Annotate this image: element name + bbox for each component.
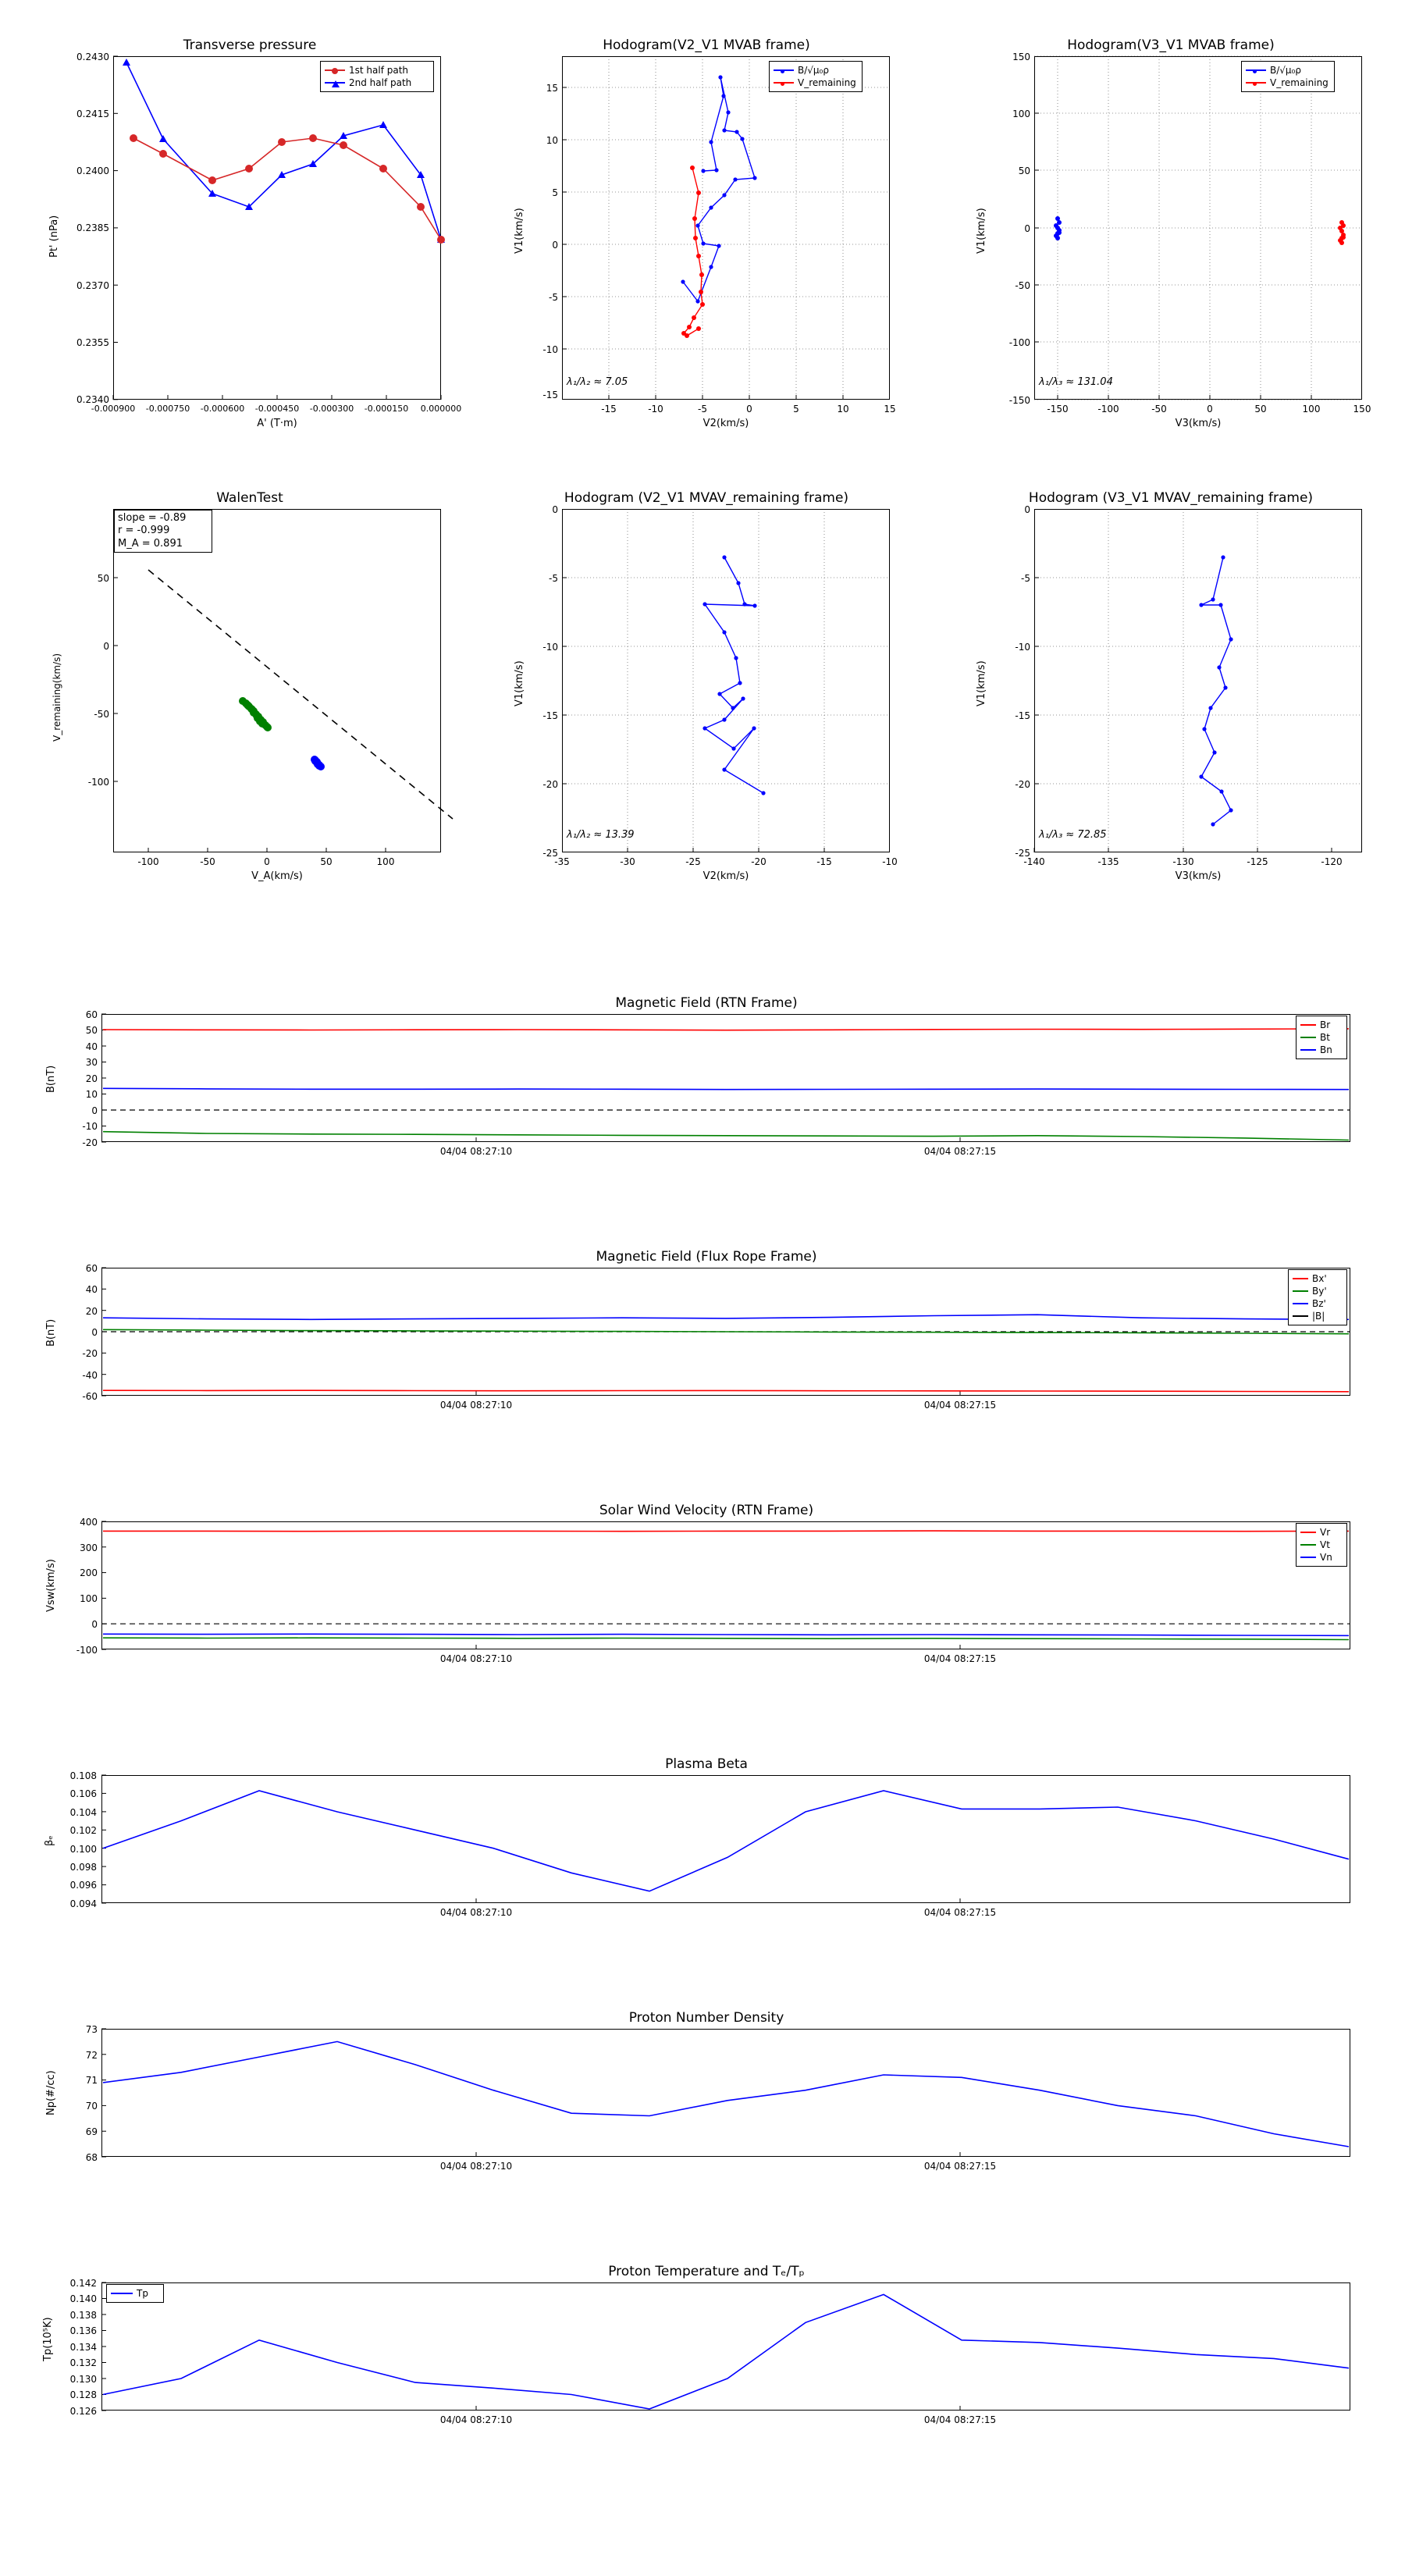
panel-title: Hodogram(V2_V1 MVAB frame)	[603, 37, 810, 53]
walen-stats-box	[114, 510, 212, 553]
y-tick: 0	[91, 1105, 98, 1116]
x-tick: -10	[648, 404, 663, 415]
y-tick: 68	[85, 2152, 98, 2163]
y-tick: 0.2400	[76, 165, 109, 176]
x-tick: -25	[685, 856, 701, 867]
y-tick: 100	[1012, 109, 1030, 119]
dot-marker-icon	[1253, 82, 1257, 86]
y-tick: 20	[85, 1306, 98, 1317]
legend-label: Br	[1320, 1019, 1331, 1030]
legend-item	[1300, 1031, 1343, 1044]
legend	[769, 61, 863, 92]
y-tick: 0	[91, 1619, 98, 1630]
panel-hodogram-v3v1-mvav	[960, 468, 1382, 890]
legend-item	[1293, 1310, 1343, 1322]
legend-line-1st	[325, 69, 345, 71]
y-tick: -25	[1015, 848, 1030, 859]
y-tick: -5	[549, 292, 558, 303]
y-tick: 0.130	[69, 2374, 97, 2385]
x-tick: -0.000600	[200, 404, 245, 414]
dot-marker-icon	[1253, 69, 1257, 73]
y-tick: -10	[82, 1121, 98, 1132]
y-tick: -20	[542, 779, 558, 790]
legend-line-by	[1293, 1290, 1308, 1292]
panel-mag-fluxrope	[31, 1249, 1382, 1429]
y-axis-label: V1(km/s)	[514, 208, 525, 254]
y-tick: 0.2430	[76, 52, 109, 62]
x-tick: -0.000300	[309, 404, 354, 414]
dot-marker-icon	[781, 82, 784, 86]
y-axis-label: Vsw(km/s)	[45, 1559, 57, 1612]
legend-label: 1st half path	[349, 65, 409, 76]
panel-title: Transverse pressure	[183, 37, 317, 53]
legend-line-vn	[1300, 1557, 1316, 1558]
legend-label: Bt	[1320, 1032, 1330, 1043]
dot-marker-icon	[781, 69, 784, 73]
y-axis-label: V1(km/s)	[514, 660, 525, 706]
y-axis-label: βₑ	[44, 1835, 55, 1846]
x-axis-label: A' (T·m)	[257, 418, 297, 429]
plot-svg	[31, 1503, 1382, 1682]
panel-hodogram-v2v1-mvab	[500, 16, 913, 437]
walen-slope: slope = -0.89	[118, 512, 187, 524]
legend-item	[1300, 1539, 1343, 1551]
legend-line-v	[774, 82, 794, 84]
legend-item	[1293, 1272, 1343, 1285]
y-tick: 100	[80, 1593, 98, 1604]
panel-walen-test	[31, 468, 468, 890]
legend-line-bn	[1300, 1049, 1316, 1051]
y-tick: 60	[85, 1263, 98, 1274]
y-tick: 0.098	[69, 1862, 97, 1873]
legend-label: By'	[1312, 1286, 1327, 1297]
y-tick: 0.100	[69, 1844, 97, 1855]
y-tick: 70	[85, 2101, 98, 2112]
x-tick: -130	[1172, 856, 1194, 867]
eigenvalue-ratio-annotation: λ₁/λ₂ ≈ 7.05	[567, 376, 628, 388]
legend-item	[1293, 1285, 1343, 1297]
y-tick: 0.102	[69, 1825, 97, 1836]
panel-title: Solar Wind Velocity (RTN Frame)	[599, 1503, 814, 1518]
y-tick: 0.134	[69, 2342, 97, 2353]
legend-line-br	[1300, 1024, 1316, 1026]
y-tick: 69	[85, 2126, 98, 2137]
y-tick: 5	[552, 187, 558, 198]
plot-svg	[31, 2010, 1382, 2190]
panel-title: Hodogram (V2_V1 MVAV_remaining frame)	[564, 490, 849, 506]
legend-item	[1246, 76, 1330, 89]
y-tick: 0	[1024, 504, 1030, 515]
y-tick: -50	[94, 709, 109, 720]
legend-item	[325, 76, 429, 89]
x-tick: -30	[620, 856, 635, 867]
plot-svg	[500, 468, 913, 890]
y-tick: 10	[85, 1089, 98, 1100]
y-tick: 0.140	[69, 2293, 97, 2304]
x-tick: -10	[882, 856, 898, 867]
y-axis-label: Pt' (nPa)	[48, 215, 60, 258]
y-tick: 400	[80, 1517, 98, 1528]
x-tick: 04/04 08:27:10	[439, 2161, 513, 2172]
legend-label: Vn	[1320, 1552, 1332, 1563]
y-tick: -40	[82, 1370, 98, 1381]
panel-title: Hodogram(V3_V1 MVAB frame)	[1067, 37, 1275, 53]
y-tick: -60	[82, 1391, 98, 1402]
y-tick: 300	[80, 1542, 98, 1553]
x-tick: 0.000000	[420, 404, 462, 414]
y-tick: -10	[542, 642, 558, 653]
legend-line-b	[1246, 69, 1266, 71]
legend-label: Bz'	[1312, 1298, 1326, 1309]
legend-line-bmag	[1293, 1315, 1308, 1317]
x-tick: -5	[698, 404, 707, 415]
legend-label: Tp	[137, 2288, 148, 2299]
x-axis-label: V3(km/s)	[1175, 418, 1222, 429]
y-tick: 0.126	[69, 2406, 97, 2417]
x-tick: -50	[1151, 404, 1167, 415]
y-tick: 150	[1012, 52, 1030, 62]
y-tick: 40	[85, 1284, 98, 1295]
x-tick: 04/04 08:27:15	[923, 2414, 997, 2425]
panel-title: Proton Number Density	[628, 2010, 784, 2026]
legend-line-vr	[1300, 1532, 1316, 1533]
walen-r: r = -0.999	[118, 525, 170, 537]
plot-svg	[31, 1756, 1382, 1936]
x-axis-label: V2(km/s)	[702, 418, 749, 429]
y-tick: 72	[85, 2050, 98, 2061]
x-tick: -35	[554, 856, 570, 867]
y-tick: 0	[552, 240, 558, 251]
y-tick: -20	[1015, 779, 1030, 790]
y-tick: 50	[1018, 165, 1030, 176]
x-tick: -0.000450	[254, 404, 300, 414]
y-axis-label: Tp(10⁵K)	[42, 2317, 54, 2361]
y-tick: 0.128	[69, 2389, 97, 2400]
legend	[320, 61, 434, 92]
y-tick: -100	[76, 1645, 98, 1656]
y-tick: 30	[85, 1057, 98, 1068]
x-tick: 150	[1353, 404, 1371, 415]
x-tick: 04/04 08:27:10	[439, 1653, 513, 1664]
legend-label: Bx'	[1312, 1273, 1327, 1284]
panel-title: Magnetic Field (Flux Rope Frame)	[596, 1249, 817, 1265]
y-tick: -100	[1008, 337, 1030, 348]
y-tick: 15	[546, 83, 558, 94]
legend	[1296, 1016, 1347, 1059]
legend-item	[1300, 1019, 1343, 1031]
legend-item	[774, 76, 858, 89]
legend-label: B/√μ₀ρ	[798, 65, 829, 76]
x-tick: 04/04 08:27:15	[923, 1400, 997, 1411]
legend-label: Bn	[1320, 1044, 1332, 1055]
x-tick: -0.000150	[364, 404, 409, 414]
legend-item	[325, 64, 429, 76]
y-axis-label: Np(#/cc)	[45, 2070, 57, 2115]
x-tick: 04/04 08:27:10	[439, 1907, 513, 1918]
y-tick: 50	[97, 573, 109, 584]
x-tick: 04/04 08:27:15	[923, 1907, 997, 1918]
panel-transverse-pressure	[31, 16, 468, 437]
plot-svg	[31, 468, 468, 890]
y-tick: -15	[1015, 710, 1030, 721]
y-tick: 0.2340	[76, 394, 109, 405]
legend-line-b	[774, 69, 794, 71]
y-tick: 0.096	[69, 1880, 97, 1891]
x-tick: 04/04 08:27:10	[439, 1400, 513, 1411]
panel-proton-temperature	[31, 2264, 1382, 2451]
legend-label: B/√μ₀ρ	[1270, 65, 1301, 76]
x-tick: 0	[1207, 404, 1213, 415]
legend-label: |B|	[1312, 1311, 1325, 1322]
x-tick: -100	[1097, 404, 1119, 415]
legend-label: Vt	[1320, 1539, 1330, 1550]
y-tick: -5	[1021, 573, 1030, 584]
legend-line-2nd	[325, 82, 345, 84]
y-tick: 60	[85, 1009, 98, 1020]
legend-item	[111, 2287, 159, 2300]
y-tick: 0.2385	[76, 222, 109, 233]
x-tick: 0	[264, 856, 270, 867]
y-tick: -10	[1015, 642, 1030, 653]
panel-proton-density	[31, 2010, 1382, 2190]
x-tick: 5	[793, 404, 799, 415]
legend-item	[1246, 64, 1330, 76]
panel-title: Hodogram (V3_V1 MVAV_remaining frame)	[1028, 490, 1314, 506]
y-tick: 10	[546, 135, 558, 146]
triangle-marker-icon	[332, 80, 340, 87]
x-tick: -135	[1097, 856, 1119, 867]
walen-ma: M_A = 0.891	[118, 537, 183, 550]
x-tick: -20	[751, 856, 767, 867]
eigenvalue-ratio-annotation: λ₁/λ₃ ≈ 72.85	[1039, 829, 1107, 841]
y-tick: 0.108	[69, 1770, 97, 1781]
y-tick: 0.104	[69, 1807, 97, 1818]
x-tick: -0.000750	[145, 404, 190, 414]
x-tick: 15	[884, 404, 896, 415]
y-tick: -5	[549, 573, 558, 584]
x-tick: 0	[746, 404, 752, 415]
x-tick: 04/04 08:27:15	[923, 1146, 997, 1157]
y-axis-label: B(nT)	[45, 1065, 57, 1093]
panel-hodogram-v2v1-mvav	[500, 468, 913, 890]
y-axis-label: B(nT)	[45, 1318, 57, 1347]
x-tick: 04/04 08:27:15	[923, 2161, 997, 2172]
y-tick: 0.142	[69, 2278, 97, 2289]
legend-line-bz	[1293, 1303, 1308, 1304]
panel-solar-wind-velocity	[31, 1503, 1382, 1682]
panel-plasma-beta	[31, 1756, 1382, 1936]
y-tick: -10	[542, 344, 558, 355]
x-tick: -15	[601, 404, 617, 415]
eigenvalue-ratio-annotation: λ₁/λ₂ ≈ 13.39	[567, 829, 635, 841]
x-tick: 04/04 08:27:10	[439, 2414, 513, 2425]
x-tick: -125	[1247, 856, 1268, 867]
circle-marker-icon	[332, 68, 338, 74]
panel-mag-rtn	[31, 995, 1382, 1175]
plot-svg	[31, 1249, 1382, 1429]
y-tick: -50	[1015, 280, 1030, 291]
x-tick: 10	[837, 404, 849, 415]
y-tick: 40	[85, 1041, 98, 1052]
panel-title: Plasma Beta	[665, 1756, 748, 1772]
legend	[1288, 1269, 1347, 1325]
y-tick: 200	[80, 1567, 98, 1578]
y-tick: 0.2415	[76, 109, 109, 119]
legend-label: 2nd half path	[349, 77, 412, 88]
x-tick: -15	[816, 856, 832, 867]
panel-title: WalenTest	[216, 490, 283, 506]
x-axis-label: V_A(km/s)	[251, 870, 303, 882]
x-tick: 50	[1254, 404, 1267, 415]
y-tick: 0	[1024, 223, 1030, 234]
y-tick: 0.2355	[76, 337, 109, 348]
legend-item	[774, 64, 858, 76]
x-tick: -140	[1023, 856, 1045, 867]
y-tick: 0.094	[69, 1898, 97, 1909]
y-tick: 0.106	[69, 1788, 97, 1799]
legend-label: V_remaining	[1270, 77, 1329, 88]
y-tick: 20	[85, 1073, 98, 1084]
y-axis-label: V1(km/s)	[976, 660, 987, 706]
y-tick: 0.138	[69, 2310, 97, 2321]
legend-item	[1293, 1297, 1343, 1310]
y-axis-label: V1(km/s)	[976, 208, 987, 254]
legend-line-v	[1246, 82, 1266, 84]
y-tick: 0	[91, 1327, 98, 1338]
panel-hodogram-v3v1-mvab	[960, 16, 1382, 437]
legend-label: Vr	[1320, 1527, 1331, 1538]
y-tick: -15	[542, 710, 558, 721]
eigenvalue-ratio-annotation: λ₁/λ₃ ≈ 131.04	[1039, 376, 1113, 388]
y-tick: 0.136	[69, 2325, 97, 2336]
y-tick: -20	[82, 1348, 98, 1359]
legend-line-tp	[111, 2293, 133, 2294]
plot-svg	[31, 995, 1382, 1175]
x-tick: 04/04 08:27:10	[439, 1146, 513, 1157]
y-tick: 0	[552, 504, 558, 515]
panel-title: Magnetic Field (RTN Frame)	[615, 995, 798, 1011]
y-tick: 71	[85, 2075, 98, 2086]
x-tick: -0.000900	[91, 404, 136, 414]
x-tick: 50	[320, 856, 333, 867]
y-tick: -150	[1008, 395, 1030, 406]
legend-label: V_remaining	[798, 77, 856, 88]
y-axis-label: V_remaining(km/s)	[52, 653, 62, 742]
plot-svg	[31, 2264, 1382, 2451]
legend-line-vt	[1300, 1544, 1316, 1546]
x-tick: -50	[200, 856, 215, 867]
x-axis-label: V2(km/s)	[702, 870, 749, 882]
legend-line-bt	[1300, 1037, 1316, 1038]
y-tick: 50	[85, 1025, 98, 1036]
x-tick: 04/04 08:27:15	[923, 1653, 997, 1664]
x-tick: -150	[1047, 404, 1069, 415]
panel-title: Proton Temperature and Tₑ/Tₚ	[608, 2264, 805, 2279]
legend	[106, 2284, 164, 2303]
legend	[1296, 1523, 1347, 1567]
legend-item	[1300, 1044, 1343, 1056]
y-tick: -20	[82, 1137, 98, 1148]
x-tick: 100	[376, 856, 395, 867]
y-tick: -25	[542, 848, 558, 859]
legend	[1241, 61, 1335, 92]
legend-item	[1300, 1526, 1343, 1539]
x-tick: -120	[1321, 856, 1343, 867]
y-tick: -100	[87, 777, 109, 788]
y-tick: -15	[542, 390, 558, 400]
plot-svg	[960, 468, 1382, 890]
x-axis-label: V3(km/s)	[1175, 870, 1222, 882]
y-tick: 0.132	[69, 2357, 97, 2368]
legend-item	[1300, 1551, 1343, 1564]
x-tick: -100	[137, 856, 159, 867]
y-tick: 73	[85, 2024, 98, 2035]
y-tick: 0.2370	[76, 280, 109, 291]
y-tick: 0	[103, 641, 109, 652]
legend-line-bx	[1293, 1278, 1308, 1279]
x-tick: 100	[1302, 404, 1321, 415]
